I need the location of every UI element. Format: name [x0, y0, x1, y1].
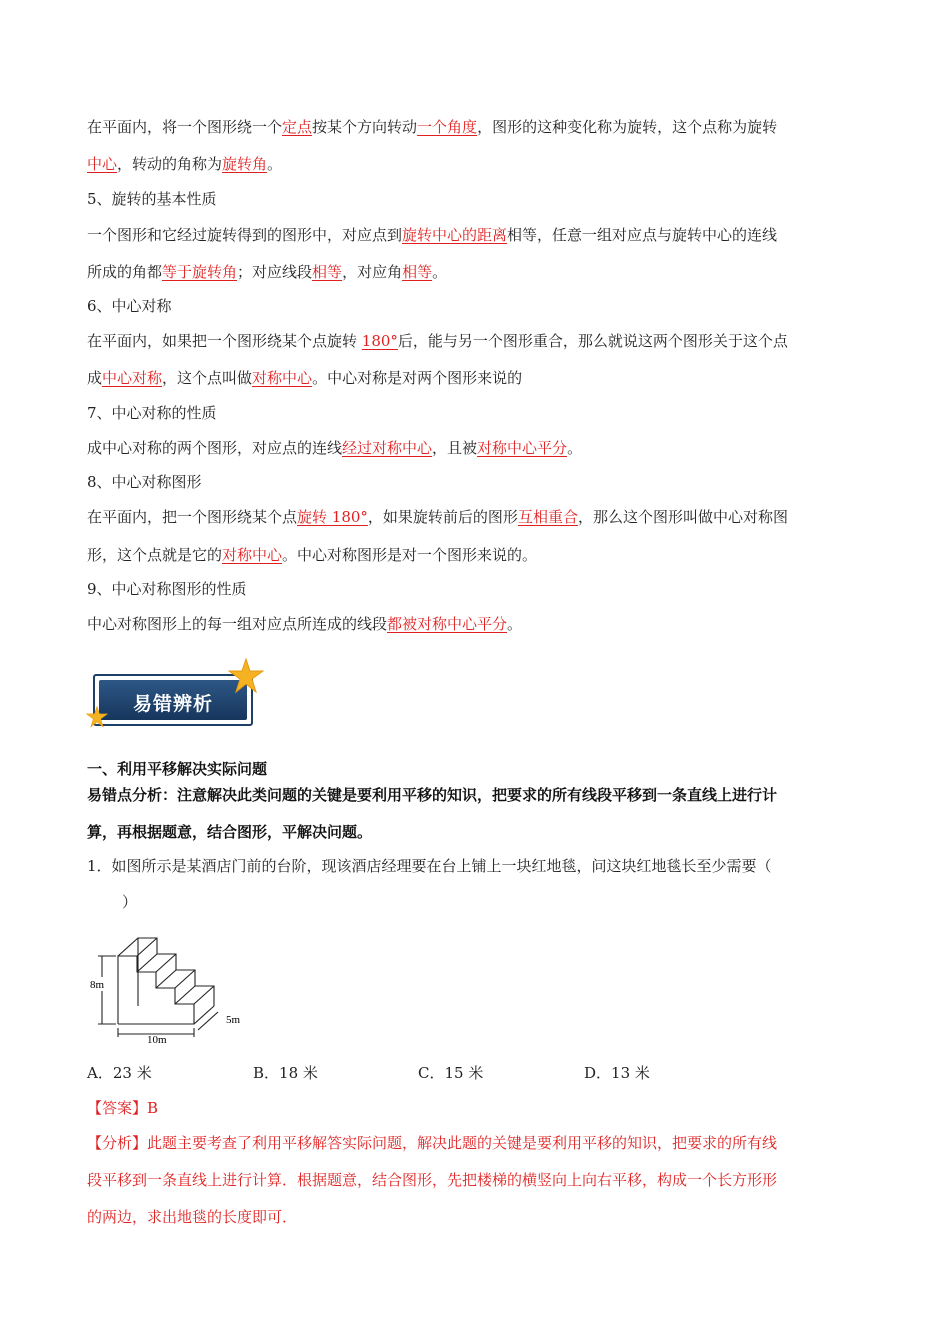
section-8-line2: 形，这个点就是它的对称中心。中心对称图形是对一个图形来说的。 [87, 546, 538, 564]
question-1-stem-line2: ） [122, 893, 138, 911]
answer-analysis-line1: 【分析】此题主要考查了利用平移解答实际问题，解决此题的关键是要利用平移的知识，把要求的所有线 [87, 1134, 778, 1152]
banner-title: 易错辨析 [132, 693, 213, 715]
option-b[interactable]: B．18 米 [253, 1064, 318, 1082]
section-9-heading: 9、中心对称图形的性质 [87, 580, 247, 598]
section-7-heading: 7、中心对称的性质 [87, 404, 217, 422]
section-8-heading: 8、中心对称图形 [87, 473, 202, 491]
rotation-definition-line2: 中心，转动的角称为旋转角。 [87, 155, 283, 173]
banner-plate [99, 680, 247, 720]
section-6-line1: 在平面内，如果把一个图形绕某个点旋转 180°后，能与另一个图形重合，那么就说这两个图形关于这个点 [87, 332, 788, 350]
question-1-stem-line1: 1．如图所示是某酒店门前的台阶，现该酒店经理要在台上铺上一块红地毯，问这块红地毯长至少需要（ [87, 857, 772, 875]
section-5-line1: 一个图形和它经过旋转得到的图形中，对应点到旋转中心的距离相等，任意一组对应点与旋转中心的连线 [87, 226, 778, 244]
height-label: 8m [90, 979, 105, 991]
answer-analysis-line2: 段平移到一条直线上进行计算．根据题意，结合图形，先把楼梯的横竖向上向右平移，构成一个长方形形 [87, 1171, 778, 1189]
option-d[interactable]: D．13 米 [584, 1064, 650, 1082]
section-5-heading: 5、旋转的基本性质 [87, 190, 217, 208]
depth-label: 5m [226, 1014, 241, 1026]
staircase-figure [86, 922, 266, 1046]
option-c[interactable]: C．15 米 [418, 1064, 484, 1082]
section-7-line1: 成中心对称的两个图形，对应点的连线经过对称中心，且被对称中心平分。 [87, 439, 583, 457]
width-label: 10m [147, 1034, 167, 1046]
section-6-heading: 6、中心对称 [87, 297, 172, 315]
section-6-line2: 成中心对称，这个点叫做对称中心。中心对称是对两个图形来说的 [87, 369, 523, 387]
option-a[interactable]: A．23 米 [87, 1064, 152, 1082]
star-icon [86, 706, 108, 728]
rotation-definition-line1: 在平面内，将一个图形绕一个定点按某个方向转动一个角度，图形的这种变化称为旋转，这个点称为旋转 [87, 118, 778, 136]
section-9-line1: 中心对称图形上的每一组对应点所连成的线段都被对称中心平分。 [87, 615, 523, 633]
answer-analysis-line3: 的两边，求出地毯的长度即可． [87, 1208, 298, 1226]
part-1-analysis-line1: 易错点分析：注意解决此类问题的关键是要利用平移的知识，把要求的所有线段平移到一条直线上进行计 [87, 786, 778, 804]
section-5-line2: 所成的角都等于旋转角；对应线段相等，对应角相等。 [87, 263, 448, 281]
part-1-analysis-line2: 算，再根据题意，结合图形，平解决问题。 [87, 823, 373, 841]
star-icon [228, 658, 264, 694]
section-8-line1: 在平面内，把一个图形绕某个点旋转 180°，如果旋转前后的图形互相重合，那么这个图形叫做中心对称图 [87, 508, 788, 526]
part-1-heading: 一、利用平移解决实际问题 [87, 760, 268, 778]
error-analysis-banner [90, 668, 260, 730]
answer-line: 【答案】B [87, 1099, 159, 1117]
